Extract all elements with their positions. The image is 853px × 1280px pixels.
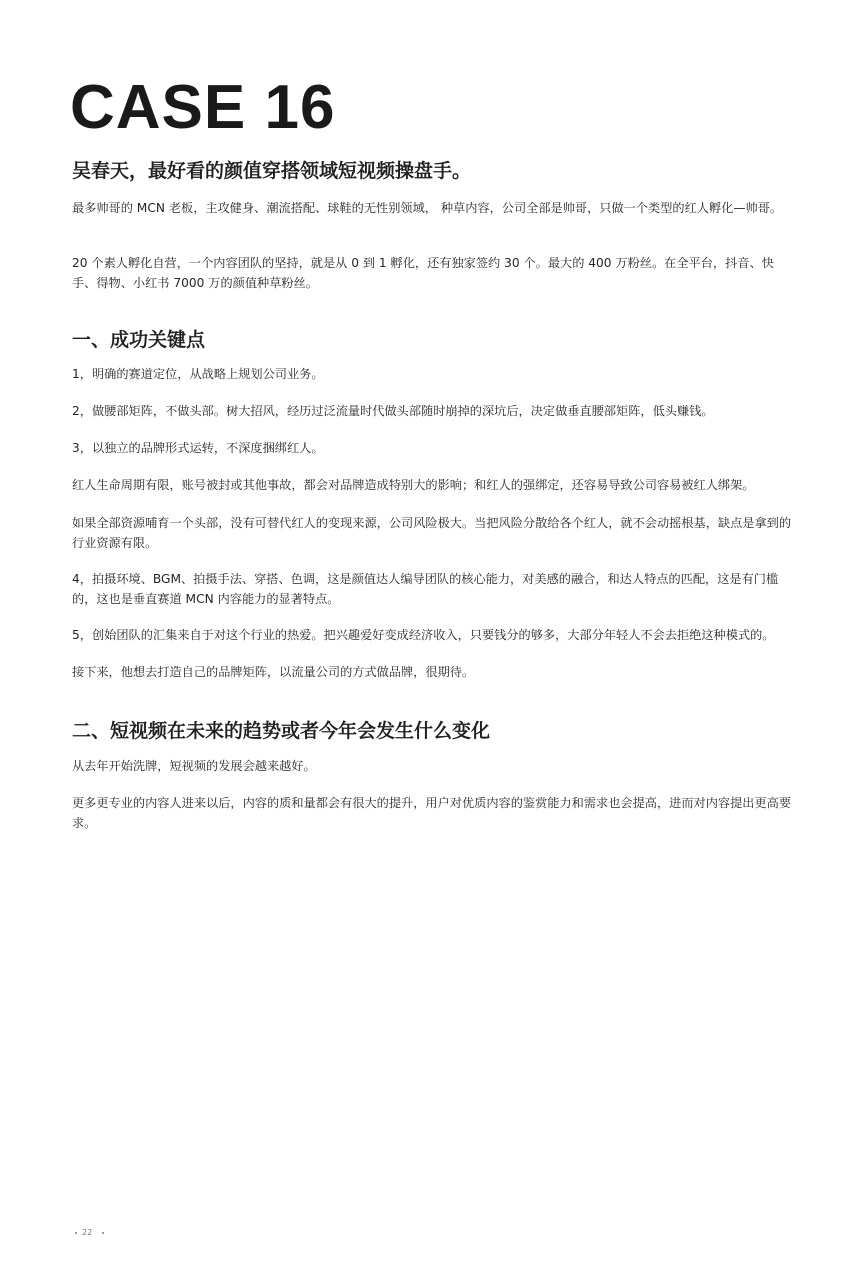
case-subtitle: 吴春天，最好看的颜值穿搭领域短视频操盘手。 [72,160,472,182]
section-heading-future-trends: 二、短视频在未来的趋势或者今年会发生什么变化 [72,720,491,742]
body-paragraph: 5，创始团队的汇集来自于对这个行业的热爱。把兴趣爱好变成经济收入，只要钱分的够多，大部分年轻人不会去拒绝这种模式的。 [72,628,775,642]
intro-paragraph: 20 个素人孵化自营，一个内容团队的坚持，就是从 0 到 1 孵化，还有独家签约 30 个。最大的 400 万粉丝。在全平台，抖音、快手、得物、小红书 7000 万的颜值种草粉丝。 [72,256,774,290]
footer-dot-icon [75,1232,77,1234]
body-paragraph: 红人生命周期有限，账号被封或其他事故，都会对品牌造成特别大的影响；和红人的强绑定，还容易导致公司容易被红人绑架。 [72,478,755,492]
body-paragraph: 从去年开始洗牌，短视频的发展会越来越好。 [72,759,316,773]
body-paragraph: 1，明确的赛道定位，从战略上规划公司业务。 [72,367,324,381]
body-paragraph: 接下来，他想去打造自己的品牌矩阵，以流量公司的方式做品牌，很期待。 [72,665,475,679]
body-paragraph: 4，拍摄环境、BGM、拍摄手法、穿搭、色调，这是颜值达人编导团队的核心能力，对美感的融合，和达人特点的匹配，这是有门槛的，这也是垂直赛道 MCN 内容能力的显著特点。 [72,572,779,606]
body-paragraph: 更多更专业的内容人进来以后，内容的质和量都会有很大的提升，用户对优质内容的鉴赏能力和需求也会提高，进而对内容提出更高要求。 [72,796,792,830]
body-paragraph: 3，以独立的品牌形式运转，不深度捆绑红人。 [72,441,324,455]
section-heading-success-points: 一、成功关键点 [72,329,206,351]
case-title: CASE 16 [70,73,336,142]
page-number: 22 [82,1228,93,1237]
body-paragraph: 如果全部资源哺育一个头部，没有可替代红人的变现来源，公司风险极大。当把风险分散给各个红人，就不会动摇根基，缺点是拿到的行业资源有限。 [72,516,792,550]
page-footer [70,1228,109,1237]
footer-dot-icon [102,1232,104,1234]
body-paragraph: 2，做腰部矩阵，不做头部。树大招风，经历过泛流量时代做头部随时崩掉的深坑后，决定做垂直腰部矩阵，低头赚钱。 [72,404,714,418]
intro-paragraph: 最多帅哥的 MCN 老板，主攻健身、潮流搭配、球鞋的无性别领域， 种草内容，公司全部是帅哥，只做一个类型的红人孵化—帅哥。 [72,201,783,215]
